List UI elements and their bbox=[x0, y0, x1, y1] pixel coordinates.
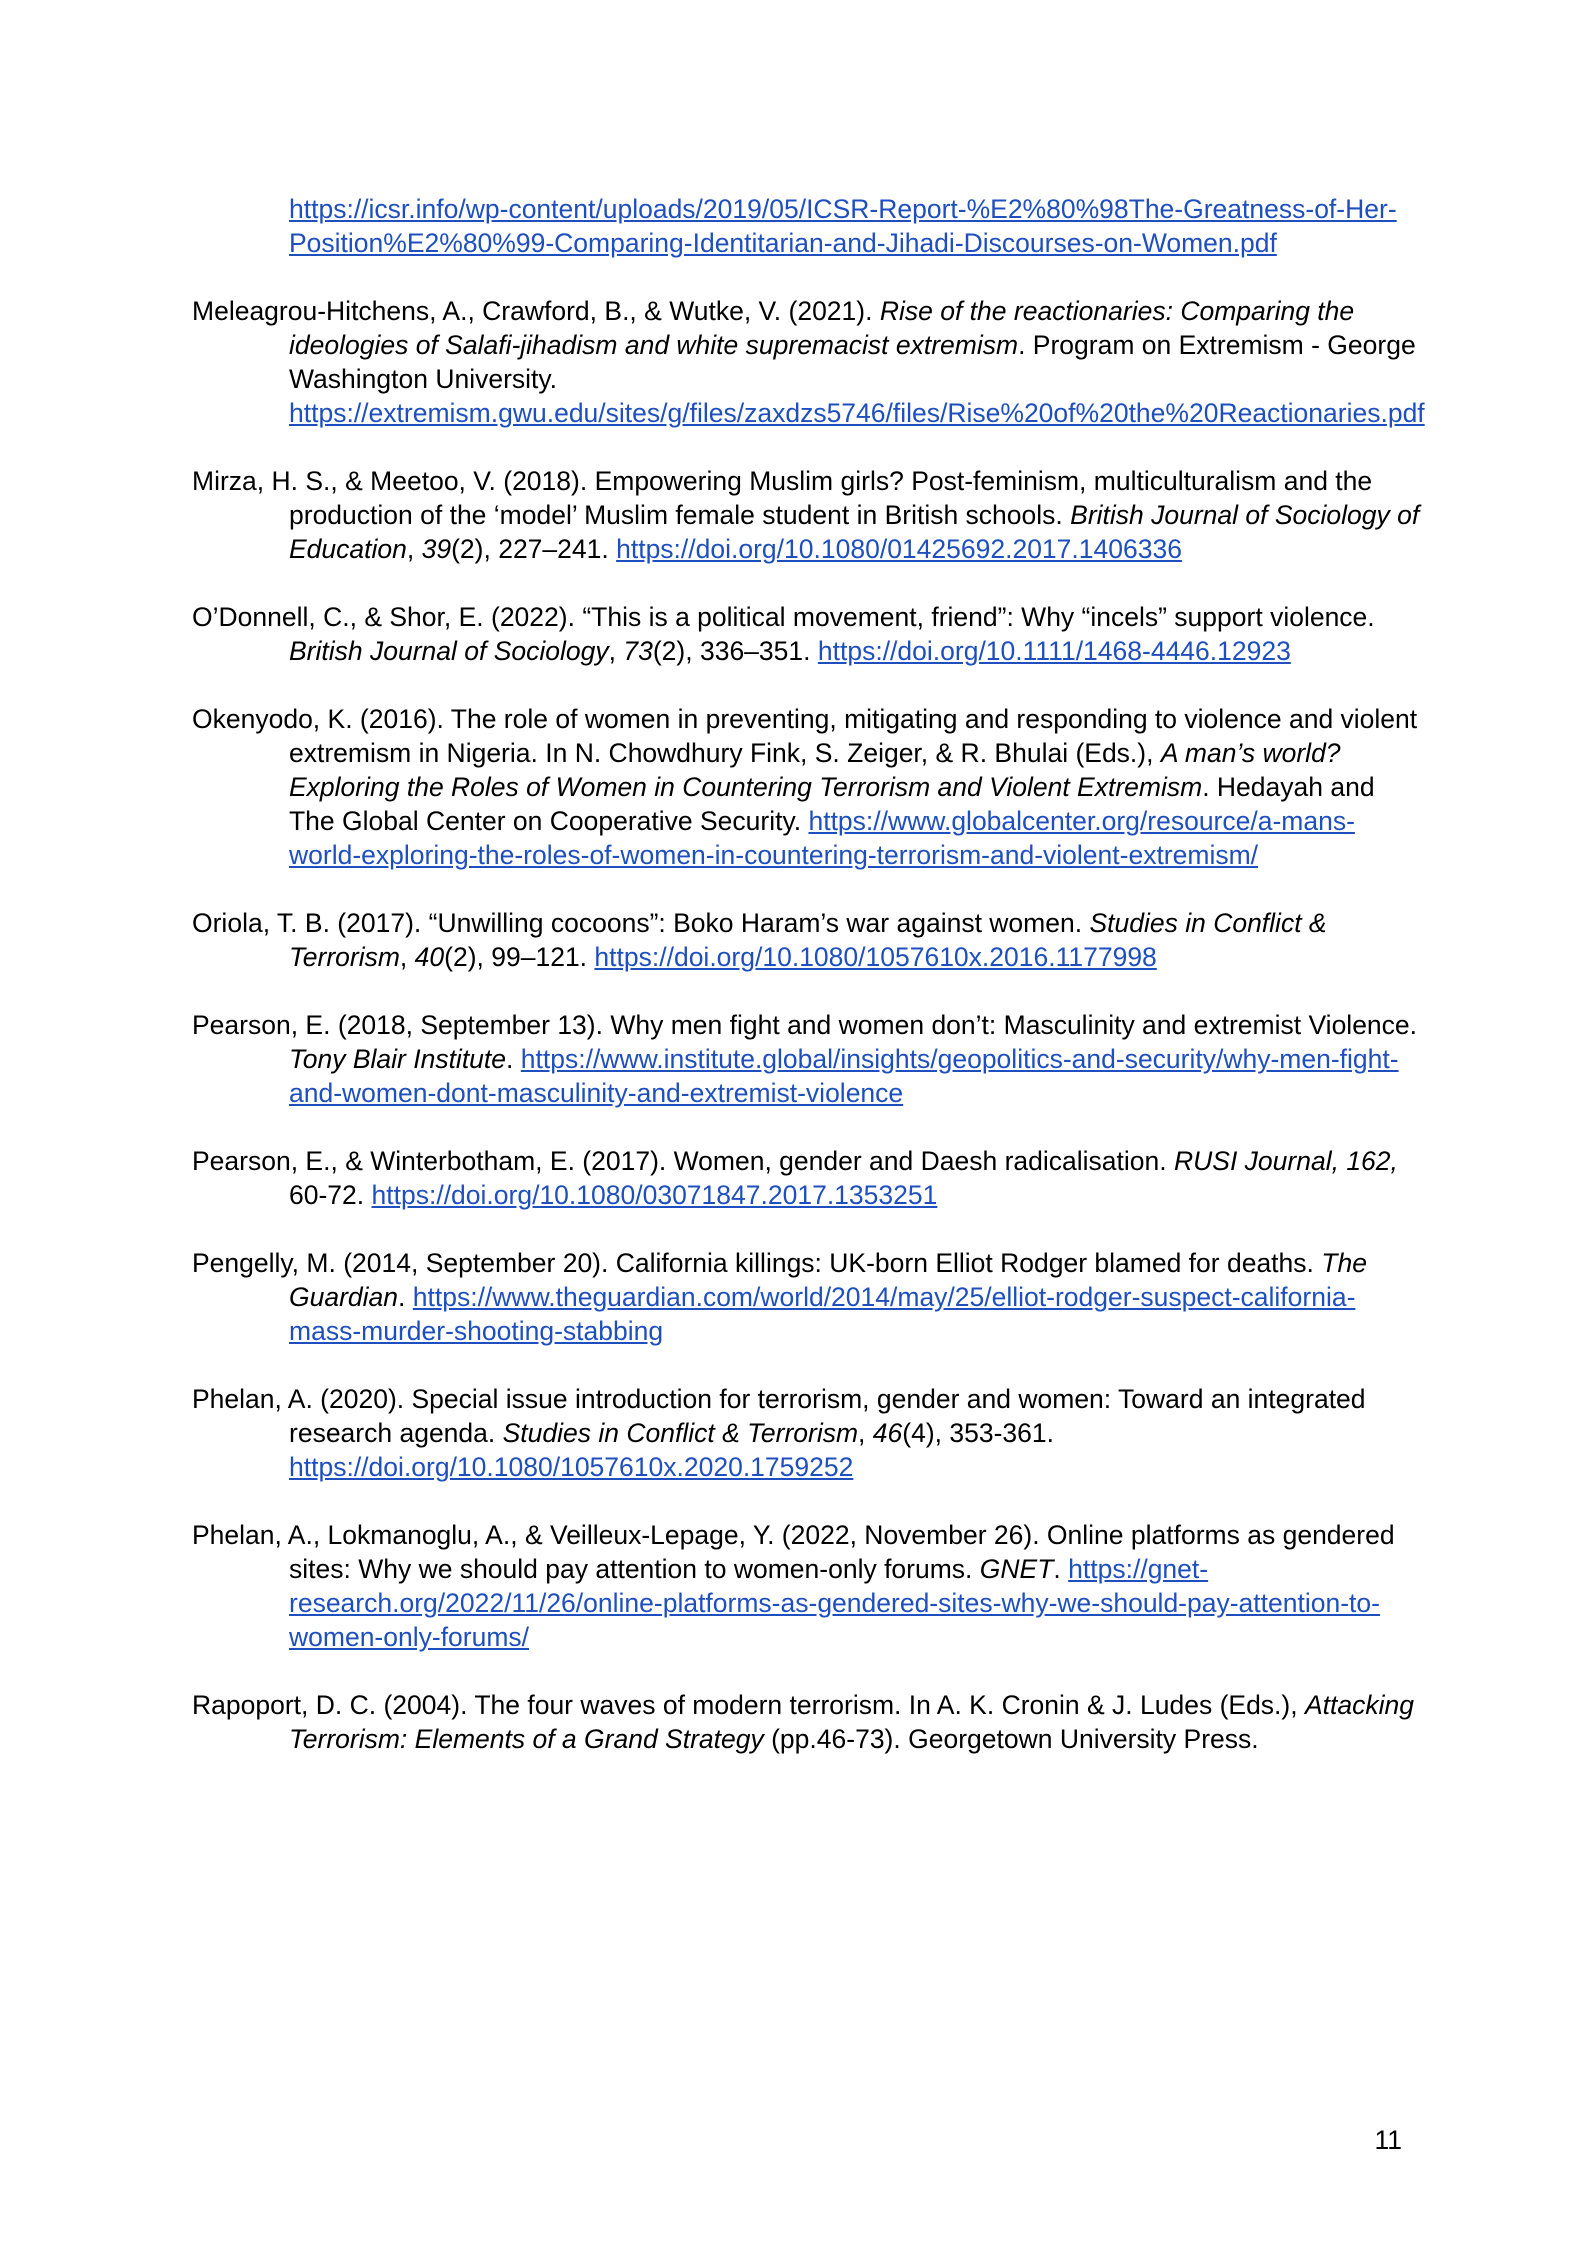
reference-link[interactable]: https://doi.org/10.1111/1468-4446.12923 bbox=[817, 636, 1291, 666]
reference-title: Rise of the reactionaries: Comparing the ideologies of Salafi-jihadism and white supremacist extremism bbox=[289, 296, 1355, 360]
reference-pengelly bbox=[192, 1246, 1422, 1348]
reference-authors: Oriola, T. B. (2017). “Unwilling cocoons”: Boko Haram’s war against women. bbox=[192, 908, 1090, 938]
reference-rapoport bbox=[192, 1688, 1422, 1756]
reference-pearson-2018 bbox=[192, 1008, 1422, 1110]
reference-phelan-2020 bbox=[192, 1382, 1422, 1484]
reference-authors: O’Donnell, C., & Shor, E. (2022). “This is a political movement, friend”: Why “incels” support violence. bbox=[192, 602, 1375, 632]
reference-mirza bbox=[192, 464, 1422, 566]
reference-separator: , bbox=[608, 636, 624, 666]
reference-title: A man’s world? Exploring the Roles of Women in Countering Terrorism and Violent Extremism bbox=[289, 738, 1341, 802]
reference-journal: Studies in Conflict & Terrorism bbox=[289, 908, 1327, 972]
reference-oriola bbox=[192, 906, 1422, 974]
reference-separator: , bbox=[399, 942, 415, 972]
reference-authors: Pearson, E., & Winterbotham, E. (2017). Women, gender and Daesh radicalisation. bbox=[192, 1146, 1174, 1176]
reference-title: GNET bbox=[979, 1554, 1054, 1584]
reference-title: Attacking Terrorism: Elements of a Grand Strategy bbox=[289, 1690, 1414, 1754]
reference-meleagrou-hitchens bbox=[192, 294, 1425, 430]
reference-authors: Okenyodo, K. (2016). The role of women in preventing, mitigating and responding to violence and violent extremism in Nigeria. In N. Chowdhury Fink, S. Zeiger, & R. Bhulai (Eds.), bbox=[192, 704, 1418, 768]
reference-link[interactable]: https://www.globalcenter.org/resource/a-mans-world-exploring-the-roles-of-women-in-countering-terrorism-and-violent-extremism/ bbox=[289, 806, 1355, 870]
reference-link[interactable]: https://doi.org/10.1080/1057610x.2020.1759252 bbox=[289, 1452, 854, 1482]
reference-pearson-2017 bbox=[192, 1144, 1422, 1212]
reference-authors: Mirza, H. S., & Meetoo, V. (2018). Empowering Muslim girls? Post-feminism, multiculturalism and the production of the ‘model’ Muslim female student in British schools. bbox=[192, 466, 1373, 530]
reference-authors: Rapoport, D. C. (2004). The four waves of modern terrorism. In A. K. Cronin & J. Ludes (Eds.), bbox=[192, 1690, 1305, 1720]
reference-link[interactable]: https://gnet-research.org/2022/11/26/online-platforms-as-gendered-sites-why-we-should-pay-attention-to-women-only-forums/ bbox=[289, 1554, 1380, 1652]
reference-journal: RUSI Journal, 162, bbox=[1174, 1146, 1398, 1176]
reference-authors: Phelan, A. (2020). Special issue introduction for terrorism, gender and women: Toward an integrated research agenda. bbox=[192, 1384, 1366, 1448]
reference-list bbox=[192, 192, 1425, 1790]
reference-separator: , bbox=[858, 1418, 873, 1448]
reference-link[interactable]: https://doi.org/10.1080/03071847.2017.1353251 bbox=[371, 1180, 938, 1210]
reference-separator: . bbox=[506, 1044, 521, 1074]
reference-phelan-2022 bbox=[192, 1518, 1422, 1654]
reference-authors: Pengelly, M. (2014, September 20). California killings: UK-born Elliot Rodger blamed for deaths. bbox=[192, 1248, 1322, 1278]
page-number: 11 bbox=[1374, 2125, 1402, 2155]
reference-title: The Guardian bbox=[289, 1248, 1367, 1312]
reference-icsr-continuation bbox=[192, 192, 1422, 260]
reference-publisher: (pp.46-73). Georgetown University Press. bbox=[763, 1724, 1259, 1754]
reference-separator: . bbox=[1053, 1554, 1069, 1584]
reference-link[interactable]: https://icsr.info/wp-content/uploads/2019/05/ICSR-Report-%E2%80%98The-Greatness-of-Her-Position%E2%80%99-Comparing-Identitarian-and-Jihadi-Discourses-on-Women.pdf bbox=[289, 194, 1397, 258]
reference-odonnell bbox=[192, 600, 1422, 668]
reference-authors: Phelan, A., Lokmanoglu, A., & Veilleux-Lepage, Y. (2022, November 26). Online platforms as gendered sites: Why we should pay attention to women-only forums. bbox=[192, 1520, 1395, 1584]
reference-authors: Meleagrou-Hitchens, A., Crawford, B., & Wutke, V. (2021). bbox=[192, 296, 880, 326]
reference-title: Tony Blair Institute bbox=[289, 1044, 507, 1074]
reference-link[interactable]: https://www.theguardian.com/world/2014/may/25/elliot-rodger-suspect-california-mass-murder-shooting-stabbing bbox=[289, 1282, 1356, 1346]
reference-pages: (4), 353-361. bbox=[902, 1418, 1054, 1448]
reference-link[interactable]: https://extremism.gwu.edu/sites/g/files/zaxdzs5746/files/Rise%20of%20the%20Reactionaries.pdf bbox=[289, 398, 1425, 428]
reference-volume: 39 bbox=[421, 534, 452, 564]
reference-separator: , bbox=[406, 534, 422, 564]
reference-pages: (2), 99–121. bbox=[444, 942, 595, 972]
reference-volume: 40 bbox=[414, 942, 445, 972]
reference-separator: . bbox=[398, 1282, 413, 1312]
reference-pages: (2), 227–241. bbox=[451, 534, 617, 564]
reference-journal: British Journal of Sociology bbox=[289, 636, 609, 666]
reference-volume: 73 bbox=[623, 636, 653, 666]
reference-link[interactable]: https://doi.org/10.1080/01425692.2017.1406336 bbox=[616, 534, 1182, 564]
reference-link[interactable]: https://doi.org/10.1080/1057610x.2016.1177998 bbox=[594, 942, 1157, 972]
reference-pages: 60-72. bbox=[289, 1180, 372, 1210]
reference-pages: (2), 336–351. bbox=[652, 636, 818, 666]
reference-journal: British Journal of Sociology of Education bbox=[289, 500, 1420, 564]
reference-publisher: . Hedayah and The Global Center on Cooperative Security. bbox=[289, 772, 1375, 836]
reference-journal: Studies in Conflict & Terrorism bbox=[502, 1418, 859, 1448]
reference-link[interactable]: https://www.institute.global/insights/geopolitics-and-security/why-men-fight-and-women-dont-masculinity-and-extremist-violence bbox=[289, 1044, 1399, 1108]
reference-authors: Pearson, E. (2018, September 13). Why men fight and women don’t: Masculinity and extremist Violence. bbox=[192, 1010, 1418, 1040]
reference-publisher: . Program on Extremism - George Washington University. bbox=[289, 330, 1416, 394]
reference-volume: 46 bbox=[872, 1418, 903, 1448]
reference-okenyodo bbox=[192, 702, 1422, 872]
